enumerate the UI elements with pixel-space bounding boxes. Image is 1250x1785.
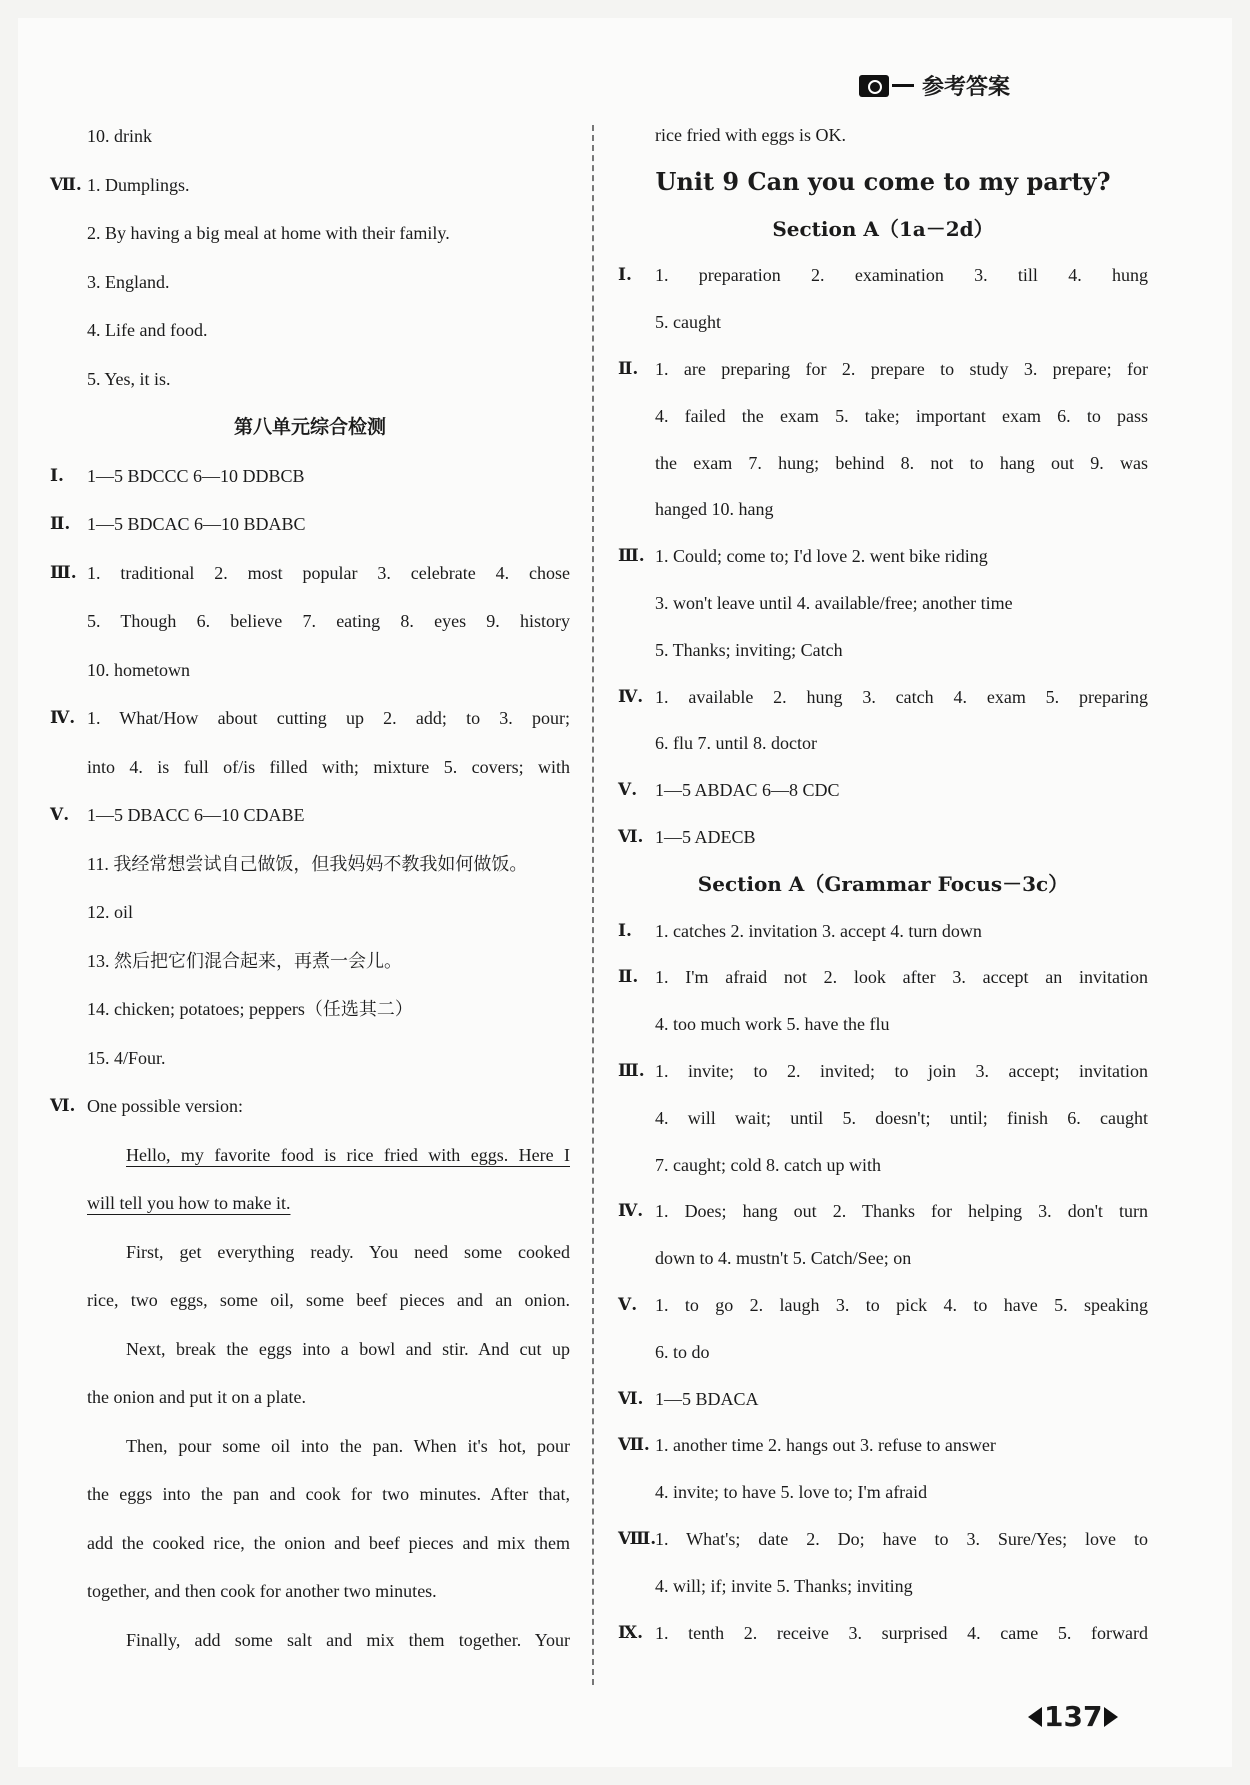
page-number-text: 137 — [1044, 1700, 1103, 1733]
arrow-left-icon — [1028, 1707, 1042, 1727]
answer-line: 10. hometown — [87, 659, 190, 680]
essay-line: add the cooked rice, the onion and beef pieces and mix them — [87, 1532, 570, 1553]
answer-line: 11. 我经常想尝试自己做饭，但我妈妈不教我如何做饭。 — [87, 853, 528, 874]
roman-numeral: Ⅳ. — [50, 708, 76, 728]
answer-line: 12. oil — [87, 902, 134, 922]
answer-line: 15. 4/Four. — [87, 1047, 166, 1068]
answer-line: 1. another time 2. hangs out 3. refuse to answer — [655, 1435, 996, 1456]
answer-line: 1—5 BDACA — [655, 1388, 759, 1409]
answer-line: 1. to go 2. laugh 3. to pick 4. to have 5. speaking — [655, 1294, 1148, 1315]
essay-line: Finally, add some salt and mix them together. Your — [126, 1629, 570, 1650]
answer-line: 13. 然后把它们混合起来，再煮一会儿。 — [87, 950, 402, 971]
essay-line: Then, pour some oil into the pan. When it's hot, pour — [126, 1435, 570, 1456]
roman-numeral: Ⅰ. — [618, 920, 632, 941]
answer-line: 1. Dumplings. — [87, 174, 190, 195]
answer-line: 5. caught — [655, 312, 721, 333]
answer-line: 1. catches 2. invitation 3. accept 4. turn down — [655, 920, 982, 941]
answer-line: 4. failed the exam 5. take; important exam 6. to pass — [655, 405, 1148, 426]
answer-line: rice fried with eggs is OK. — [655, 125, 846, 145]
answer-line: hanged 10. hang — [655, 499, 774, 520]
unit-title: Unit 9 Can you come to my party? — [655, 166, 1111, 196]
essay-line: the onion and put it on a plate. — [87, 1387, 306, 1407]
answer-line: 6. flu 7. until 8. doctor — [655, 733, 817, 754]
answer-line: One possible version: — [87, 1096, 243, 1116]
answer-line: 1. What/How about cutting up 2. add; to 3. pour; — [87, 708, 570, 728]
page-header — [859, 70, 1010, 101]
essay-line: together, and then cook for another two minutes. — [87, 1581, 437, 1601]
section-title: Section A（1a－2d） — [772, 216, 994, 241]
answer-line: 4. will wait; until 5. doesn't; until; finish 6. caught — [655, 1107, 1148, 1128]
roman-numeral: Ⅲ. — [618, 1060, 645, 1081]
answer-line: 4. too much work 5. have the flu — [655, 1014, 890, 1035]
answer-line: 3. England. — [87, 271, 170, 292]
left-column — [50, 112, 570, 1664]
answer-line: 3. won't leave until 4. available/free; another time — [655, 592, 1013, 613]
answer-line: 1. Could; come to; I'd love 2. went bike riding — [655, 546, 988, 567]
answer-line: 1—5 DBACC 6—10 CDABE — [87, 805, 305, 825]
answer-line: 1. available 2. hung 3. catch 4. exam 5. preparing — [655, 686, 1148, 707]
roman-numeral: Ⅰ. — [50, 465, 64, 486]
essay-line: Hello, my favorite food is rice fried with eggs. Here I — [126, 1144, 570, 1165]
roman-numeral: Ⅰ. — [618, 265, 632, 286]
answer-line: 5. Though 6. believe 7. eating 8. eyes 9. history — [87, 611, 570, 631]
answer-line: 5. Thanks; inviting; Catch — [655, 639, 843, 660]
answer-line: 7. caught; cold 8. catch up with — [655, 1154, 881, 1175]
answer-line: 1. are preparing for 2. prepare to study 3. prepare; for — [655, 358, 1148, 379]
answer-line: 1—5 BDCCC 6—10 DDBCB — [87, 465, 305, 486]
roman-numeral: Ⅸ. — [618, 1622, 644, 1643]
answer-line: 1. What's; date 2. Do; have to 3. Sure/Yes; love to — [655, 1528, 1148, 1549]
answer-line: 6. to do — [655, 1341, 710, 1362]
header-title: 参考答案 — [921, 75, 1010, 100]
roman-numeral: Ⅵ. — [50, 1096, 76, 1116]
roman-numeral: Ⅴ. — [618, 780, 638, 801]
answer-line: 1. Does; hang out 2. Thanks for helping 3. don't turn — [655, 1201, 1148, 1222]
roman-numeral: Ⅵ. — [618, 1388, 644, 1409]
answer-line: 5. Yes, it is. — [87, 368, 171, 389]
answer-line: 4. will; if; invite 5. Thanks; inviting — [655, 1575, 913, 1596]
roman-numeral: Ⅱ. — [618, 967, 639, 988]
section-title: Section A（Grammar Focus－3c） — [697, 871, 1069, 896]
answer-line: 1. preparation 2. examination 3. till 4. hung — [655, 265, 1148, 286]
answer-line: 1. invite; to 2. invited; to join 3. accept; invitation — [655, 1060, 1148, 1081]
essay-line: First, get everything ready. You need some cooked — [126, 1241, 570, 1262]
roman-numeral: Ⅱ. — [618, 358, 639, 379]
roman-numeral: Ⅱ. — [50, 514, 71, 534]
answer-line: 14. chicken; potatoes; peppers（任选其二） — [87, 999, 413, 1019]
roman-numeral: Ⅶ. — [50, 174, 82, 195]
answer-line: 10. drink — [87, 126, 152, 146]
answer-line: 1. I'm afraid not 2. look after 3. accept an invitation — [655, 967, 1148, 988]
answer-line: 4. Life and food. — [87, 320, 208, 340]
roman-numeral: Ⅴ. — [618, 1294, 638, 1315]
roman-numeral: Ⅶ. — [618, 1435, 650, 1456]
answer-line: into 4. is full of/is filled with; mixture 5. covers; with — [87, 756, 570, 777]
roman-numeral: Ⅷ. — [618, 1528, 657, 1549]
arrow-right-icon — [1104, 1707, 1118, 1727]
roman-numeral: Ⅴ. — [50, 805, 70, 825]
answer-line: the exam 7. hung; behind 8. not to hang out 9. was — [655, 452, 1148, 473]
roman-numeral: Ⅳ. — [618, 686, 644, 707]
essay-line: will tell you how to make it. — [87, 1193, 291, 1213]
essay-line: Next, break the eggs into a bowl and stir. And cut up — [126, 1338, 570, 1359]
roman-numeral: Ⅵ. — [618, 826, 644, 847]
page-number — [1028, 1700, 1118, 1733]
answer-line: 1—5 BDCAC 6—10 BDABC — [87, 514, 306, 534]
essay-line: rice, two eggs, some oil, some beef pieces and an onion. — [87, 1290, 570, 1310]
answer-line: down to 4. mustn't 5. Catch/See; on — [655, 1248, 912, 1269]
roman-numeral: Ⅳ. — [618, 1201, 644, 1222]
essay-line: the eggs into the pan and cook for two minutes. After that, — [87, 1484, 570, 1504]
answer-line: 1. traditional 2. most popular 3. celebrate 4. chose — [87, 562, 570, 583]
answer-line: 1. tenth 2. receive 3. surprised 4. came 5. forward — [655, 1622, 1148, 1643]
book-logo-icon — [859, 75, 914, 97]
section-heading: 第八单元综合检测 — [233, 416, 386, 438]
roman-numeral: Ⅲ. — [618, 546, 645, 567]
roman-numeral: Ⅲ. — [50, 562, 77, 583]
answer-line: 2. By having a big meal at home with their family. — [87, 223, 450, 243]
answer-line: 1—5 ADECB — [655, 826, 756, 847]
answer-line: 1—5 ABDAC 6—8 CDC — [655, 780, 840, 801]
column-divider — [592, 125, 594, 1685]
answer-line: 4. invite; to have 5. love to; I'm afraid — [655, 1482, 928, 1503]
right-column — [618, 112, 1148, 1656]
